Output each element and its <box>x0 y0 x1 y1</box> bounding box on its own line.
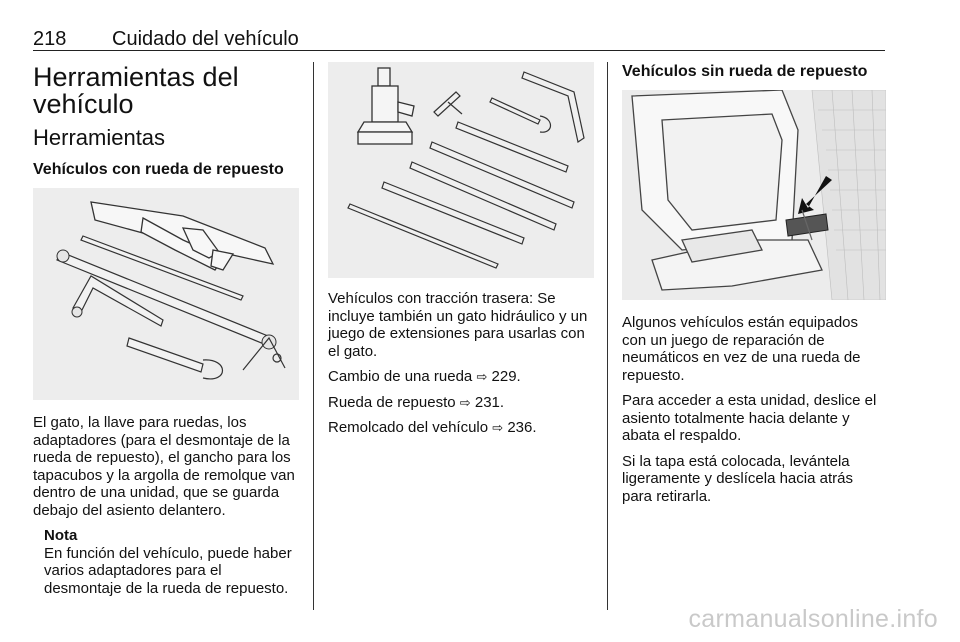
link-spare-wheel[interactable]: Rueda de repuesto ⇨ 231. <box>328 393 505 411</box>
seat-storage-figure <box>622 90 886 300</box>
note-title: Nota <box>44 527 78 544</box>
link-towing[interactable]: Remolcado del vehículo ⇨ 236. <box>328 419 537 436</box>
page-header <box>33 28 885 51</box>
section-heading-no-spare: Vehículos sin rueda de repuesto <box>622 63 868 80</box>
column-divider <box>607 62 608 610</box>
watermark: carmanualsonline.info <box>688 605 938 633</box>
column-3 <box>622 62 886 513</box>
column-2 <box>328 62 594 445</box>
hydraulic-jack-figure <box>328 62 594 278</box>
section-subtitle: Herramientas <box>33 125 166 150</box>
page-number: 218 <box>33 28 67 50</box>
note-box <box>44 527 299 597</box>
tools-figure <box>33 188 299 400</box>
cover-text: Si la tapa está colocada, levántela ligeramente y deslícela hacia atrás para retirarla. <box>622 452 853 505</box>
running-title: Cuidado del vehículo <box>112 28 299 50</box>
page-reference-icon: ⇨ <box>476 369 488 384</box>
page-reference-icon: ⇨ <box>459 394 471 410</box>
tools-description: El gato, la llave para ruedas, los adaptadores (para el desmontaje de la rueda de repuesto), el gancho para los tapacubos y la argolla de remolque van dentro de una unidad, que se guarda debajo del asiento delantero. <box>33 414 295 519</box>
rear-drive-text: Vehículos con tracción trasera: Se incluye también un gato hidráulico y un juego de extensiones para usarlas con el gato. <box>328 290 588 360</box>
page-reference-icon: ⇨ <box>492 420 504 435</box>
column-1 <box>33 62 299 605</box>
link-change-wheel[interactable]: Cambio de una rueda ⇨ 229. <box>328 368 521 385</box>
note-text: En función del vehículo, puede haber varios adaptadores para el desmontaje de la rueda de repuesto. <box>44 544 292 597</box>
access-text: Para acceder a esta unidad, deslice el asiento totalmente hacia delante y abata el respaldo. <box>622 392 877 444</box>
section-title: Herramientas del vehículo <box>33 62 239 119</box>
column-divider <box>313 62 314 610</box>
section-heading: Vehículos con rueda de repuesto <box>33 161 284 178</box>
repair-kit-text: Algunos vehículos están equipados con un juego de reparación de neumáticos en vez de una rueda de repuesto. <box>622 314 861 384</box>
